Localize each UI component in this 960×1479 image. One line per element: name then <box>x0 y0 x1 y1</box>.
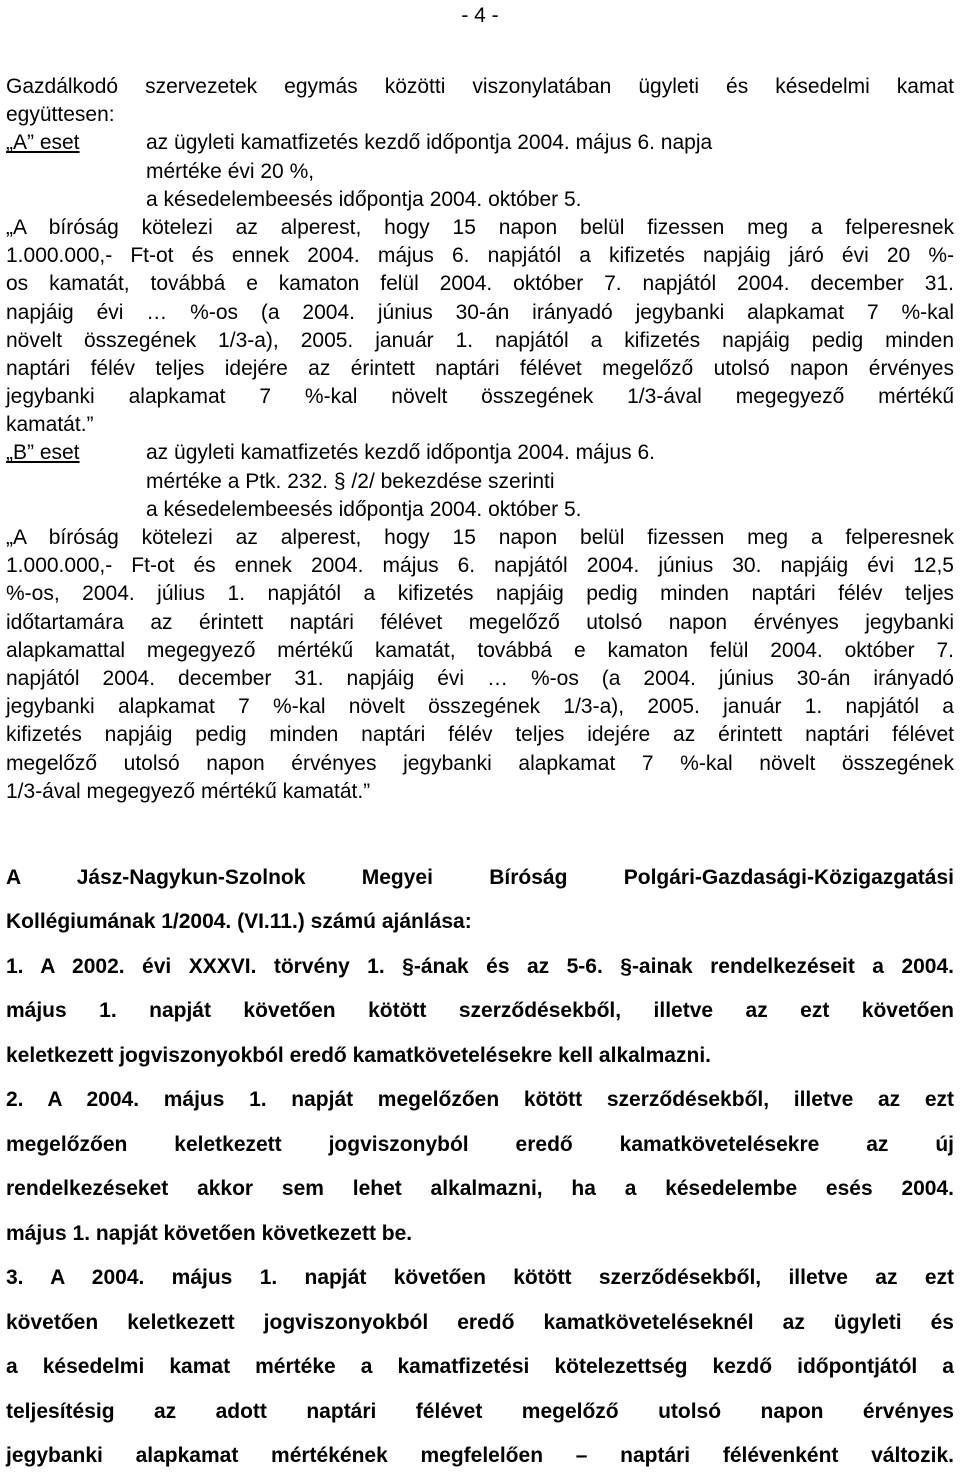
section-gap <box>6 806 954 856</box>
line-text: napjáig évi … %-os (a 2004. június 30-án irányadó jegybanki alapkamat 7 %-kal <box>6 300 954 324</box>
line-text: 1.000.000,- Ft-ot és ennek 2004. május 6. napjától 2004. június 30. napjáig évi 12,5 <box>6 554 954 578</box>
line-text: 1/3-ával megegyező mértékű kamatát.” <box>6 779 371 803</box>
text-line <box>6 778 954 806</box>
line-text: naptári félév teljes idejére az érintett naptári félévet megelőző utolsó napon érvényes <box>6 356 954 380</box>
text-line <box>6 1167 954 1212</box>
line-text: növelt összegének 1/3-a), 2005. január 1. napjától a kifizetés napjáig pedig minden <box>6 328 954 352</box>
line-text: jegybanki alapkamat 7 %-kal növelt összegének 1/3-ával megegyező mértékű <box>6 385 954 409</box>
interest-examples-section <box>6 73 954 806</box>
text-line <box>6 327 954 355</box>
text-line <box>6 439 954 467</box>
line-text: mértéke a Ptk. 232. § /2/ bekezdése szerinti <box>146 469 555 493</box>
text-line <box>6 1123 954 1168</box>
line-text: Gazdálkodó szervezetek egymás közötti viszonylatában ügyleti és késedelmi kamat <box>6 75 954 98</box>
text-line <box>6 637 954 665</box>
line-text: Kollégiumának 1/2004. (VI.11.) számú ajánlása: <box>6 910 472 934</box>
text-line <box>6 214 954 242</box>
text-line <box>6 158 954 186</box>
line-text: napjától 2004. december 31. napjáig évi … %-os (a 2004. június 30-án irányadó <box>6 666 954 690</box>
document-body <box>6 73 954 1479</box>
line-text: 2. A 2004. május 1. napját megelőzően kötött szerződésekből, illetve az ezt <box>6 1088 954 1112</box>
line-text: követően keletkezett jogviszonyokból eredő kamatköveteléseknél az ügyleti és <box>6 1310 954 1334</box>
text-line <box>6 524 954 552</box>
line-text: kifizetés napjáig pedig minden naptári félév teljes idejére az érintett naptári félévet <box>6 723 954 747</box>
text-line <box>6 1345 954 1390</box>
line-text: az ügyleti kamatfizetés kezdő időpontja 2004. május 6. napja <box>146 131 713 155</box>
line-text: 3. A 2004. május 1. napját követően kötött szerződésekből, illetve az ezt <box>6 1266 954 1290</box>
line-text: megelőzően keletkezett jogviszonyból eredő kamatkövetelésekre az új <box>6 1132 954 1156</box>
line-text: teljesítésig az adott naptári félévet megelőző utolsó napon érvényes <box>6 1399 954 1423</box>
text-line <box>6 496 954 524</box>
text-line <box>6 1256 954 1301</box>
line-text: „A bíróság kötelezi az alperest, hogy 15 napon belül fizessen meg a felperesnek <box>6 215 954 239</box>
line-text: keletkezett jogviszonyokból eredő kamatkövetelésekre kell alkalmazni. <box>6 1043 711 1067</box>
text-line <box>6 609 954 637</box>
line-text: a késedelembeesés időpontja 2004. október 5. <box>146 187 582 211</box>
text-line <box>6 552 954 580</box>
text-line <box>6 1034 954 1079</box>
text-line <box>6 411 954 439</box>
text-line <box>6 242 954 270</box>
line-text: az ügyleti kamatfizetés kezdő időpontja 2004. május 6. <box>146 441 655 465</box>
text-line <box>6 73 954 101</box>
text-line <box>6 665 954 693</box>
line-text: 1. A 2002. évi XXXVI. törvény 1. §-ának és az 5-6. §-ainak rendelkezéseit a 2004. <box>6 954 954 978</box>
recommendation-section <box>6 856 954 1479</box>
text-line <box>6 383 954 411</box>
text-line <box>6 989 954 1034</box>
text-line <box>6 186 954 214</box>
line-text: „A bíróság kötelezi az alperest, hogy 15 napon belül fizessen meg a felperesnek <box>6 526 954 549</box>
text-line <box>6 693 954 721</box>
line-text: megelőző utolsó napon érvényes jegybanki alapkamat 7 %-kal növelt összegének <box>6 751 954 775</box>
line-text: a késedelembeesés időpontja 2004. október 5. <box>146 497 582 521</box>
text-line <box>6 1434 954 1479</box>
line-text: 1.000.000,- Ft-ot és ennek 2004. május 6. napjától a kifizetés napjáig járó évi 20 %- <box>6 244 954 268</box>
line-text: jegybanki alapkamat 7 %-kal növelt összegének 1/3-a), 2005. január 1. napjától a <box>6 695 954 719</box>
text-line <box>6 1212 954 1257</box>
page-number: - 4 - <box>461 4 499 27</box>
case-label: „B” eset <box>6 441 80 465</box>
text-line <box>6 580 954 608</box>
text-line <box>6 299 954 327</box>
line-text: A Jász-Nagykun-Szolnok Megyei Bíróság Polgári-Gazdasági-Közigazgatási <box>6 865 954 889</box>
text-line <box>6 1390 954 1435</box>
text-line <box>6 1301 954 1346</box>
text-line <box>6 721 954 749</box>
line-text: kamatát.” <box>6 413 94 437</box>
line-text: a késedelmi kamat mértéke a kamatfizetési kötelezettség kezdő időpontjától a <box>6 1355 954 1379</box>
line-text: május 1. napját követően következett be. <box>6 1221 413 1245</box>
text-line <box>6 468 954 496</box>
text-line <box>6 1078 954 1123</box>
text-line <box>6 856 954 901</box>
line-text: mértéke évi 20 %, <box>146 159 315 183</box>
text-line <box>6 129 954 157</box>
text-line <box>6 750 954 778</box>
text-line <box>6 355 954 383</box>
line-text: együttesen: <box>6 103 115 127</box>
line-text: jegybanki alapkamat mértékének megfelelően – naptári félévenként változik. <box>6 1444 954 1468</box>
text-line <box>6 270 954 298</box>
line-text: alapkamattal megegyező mértékű kamatát, továbbá e kamaton felül 2004. október 7. <box>6 638 954 662</box>
line-text: rendelkezéseket akkor sem lehet alkalmazni, ha a késedelembe esés 2004. <box>6 1177 954 1201</box>
text-line <box>6 900 954 945</box>
line-text: os kamatát, továbbá e kamaton felül 2004. október 7. napjától 2004. december 31. <box>6 272 954 296</box>
case-label: „A” eset <box>6 131 80 155</box>
line-text: %-os, 2004. július 1. napjától a kifizetés napjáig pedig minden naptári félév teljes <box>6 582 954 606</box>
line-text: május 1. napját követően kötött szerződésekből, illetve az ezt követően <box>6 999 954 1023</box>
line-text: időtartamára az érintett naptári félévet megelőző utolsó napon érvényes jegybanki <box>6 610 954 634</box>
text-line <box>6 945 954 990</box>
text-line <box>6 101 954 129</box>
